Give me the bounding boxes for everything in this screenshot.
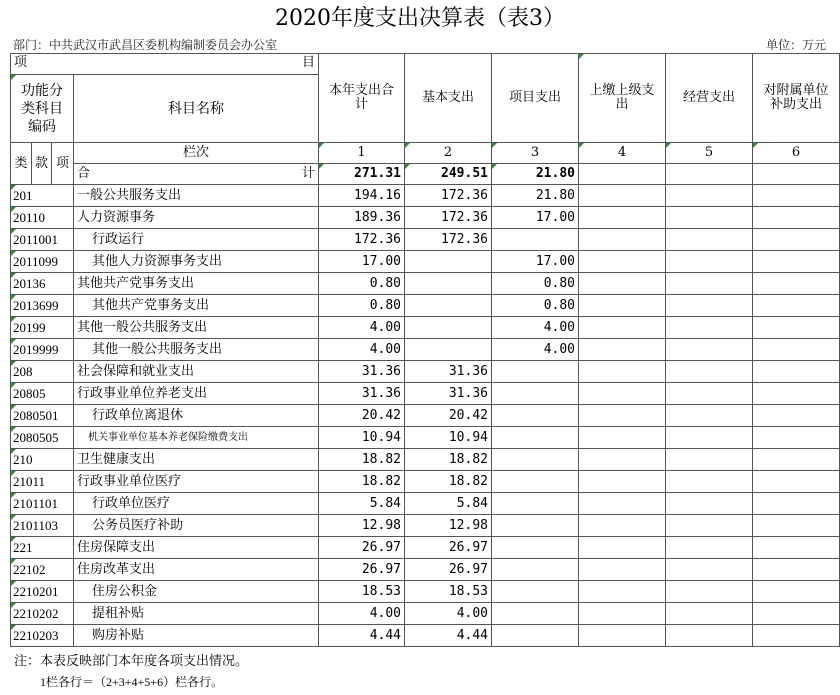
row-value-col-3 — [492, 361, 579, 383]
row-value-col-4 — [579, 625, 666, 647]
row-value-col-3 — [492, 383, 579, 405]
row-value-col-1: 4.00 — [319, 603, 405, 625]
row-value-col-4 — [579, 339, 666, 361]
total-label-left: 合 — [77, 166, 91, 181]
total-value-1: 271.31 — [319, 164, 405, 185]
row-value-col-6 — [753, 449, 840, 471]
row-value-col-4 — [579, 405, 666, 427]
row-value-col-6 — [753, 361, 840, 383]
row-value-col-5 — [666, 229, 753, 251]
row-subject-name: 住房改革支出 — [74, 559, 319, 581]
total-label-cell — [74, 164, 319, 185]
row-value-col-6 — [753, 471, 840, 493]
row-value-col-5 — [666, 581, 753, 603]
table-row — [11, 185, 840, 207]
note-line-2: 1栏各行＝（2+3+4+5+6）栏各行。 — [40, 675, 224, 689]
row-code: 20136 — [11, 273, 74, 295]
row-subject-name: 其他一般公共服务支出 — [74, 317, 319, 339]
col-number-5: 5 — [666, 143, 753, 164]
row-subject-name: 人力资源事务 — [74, 207, 319, 229]
row-value-col-3: 21.80 — [492, 185, 579, 207]
row-value-col-1: 18.82 — [319, 449, 405, 471]
row-value-col-6 — [753, 537, 840, 559]
row-value-col-2: 18.82 — [405, 449, 492, 471]
total-value-2: 249.51 — [405, 164, 492, 185]
row-value-col-3 — [492, 229, 579, 251]
table-row — [11, 207, 840, 229]
row-value-col-4 — [579, 515, 666, 537]
row-code: 2011001 — [11, 229, 74, 251]
row-value-col-3 — [492, 427, 579, 449]
xiang-header: 项 — [52, 143, 74, 185]
row-value-col-1: 31.36 — [319, 361, 405, 383]
row-value-col-6 — [753, 207, 840, 229]
row-code: 2011099 — [11, 251, 74, 273]
row-value-col-4 — [579, 207, 666, 229]
table-row — [11, 603, 840, 625]
row-value-col-3 — [492, 603, 579, 625]
row-value-col-6 — [753, 251, 840, 273]
row-value-col-3: 0.80 — [492, 295, 579, 317]
row-subject-name: 住房保障支出 — [74, 537, 319, 559]
row-value-col-1: 18.82 — [319, 471, 405, 493]
table-row — [11, 449, 840, 471]
row-value-col-4 — [579, 603, 666, 625]
row-subject-name: 提租补贴 — [74, 603, 319, 625]
row-value-col-5 — [666, 515, 753, 537]
unit-label: 单位：万元 — [765, 38, 826, 52]
row-value-col-2: 31.36 — [405, 361, 492, 383]
row-value-col-3 — [492, 405, 579, 427]
col-header-6: 对附属单位补助支出 — [753, 54, 840, 143]
row-value-col-5 — [666, 207, 753, 229]
func-class-header: 功能分类科目编码 — [11, 75, 74, 143]
row-value-col-6 — [753, 515, 840, 537]
row-value-col-2: 172.36 — [405, 229, 492, 251]
row-value-col-6 — [753, 581, 840, 603]
row-value-col-5 — [666, 471, 753, 493]
table-row — [11, 361, 840, 383]
row-code: 20110 — [11, 207, 74, 229]
row-subject-name: 一般公共服务支出 — [74, 185, 319, 207]
row-value-col-5 — [666, 273, 753, 295]
row-value-col-5 — [666, 295, 753, 317]
row-value-col-2: 4.00 — [405, 603, 492, 625]
row-value-col-6 — [753, 383, 840, 405]
total-value-5 — [666, 164, 753, 185]
row-subject-name: 行政事业单位医疗 — [74, 471, 319, 493]
table-row — [11, 339, 840, 361]
row-value-col-2 — [405, 295, 492, 317]
row-value-col-3 — [492, 493, 579, 515]
row-value-col-1: 4.44 — [319, 625, 405, 647]
row-code: 221 — [11, 537, 74, 559]
row-value-col-1: 5.84 — [319, 493, 405, 515]
row-value-col-3: 17.00 — [492, 251, 579, 273]
xiang-mu-header — [11, 54, 319, 75]
col-header-3: 项目支出 — [492, 54, 579, 143]
row-value-col-3: 17.00 — [492, 207, 579, 229]
table-row — [11, 295, 840, 317]
row-subject-name: 其他人力资源事务支出 — [74, 251, 319, 273]
row-value-col-1: 18.53 — [319, 581, 405, 603]
row-code: 2210202 — [11, 603, 74, 625]
row-value-col-1: 17.00 — [319, 251, 405, 273]
department-label: 部门：中共武汉市武昌区委机构编制委员会办公室 — [13, 38, 278, 52]
row-value-col-2 — [405, 251, 492, 273]
row-value-col-2 — [405, 339, 492, 361]
total-value-3: 21.80 — [492, 164, 579, 185]
row-subject-name: 其他共产党事务支出 — [74, 295, 319, 317]
row-value-col-3 — [492, 515, 579, 537]
row-code: 2013699 — [11, 295, 74, 317]
row-value-col-1: 31.36 — [319, 383, 405, 405]
row-value-col-3: 0.80 — [492, 273, 579, 295]
row-value-col-4 — [579, 559, 666, 581]
row-subject-name: 行政单位离退休 — [74, 405, 319, 427]
row-value-col-6 — [753, 493, 840, 515]
total-value-4 — [579, 164, 666, 185]
row-value-col-1: 0.80 — [319, 273, 405, 295]
row-value-col-5 — [666, 559, 753, 581]
row-value-col-5 — [666, 361, 753, 383]
row-value-col-6 — [753, 317, 840, 339]
row-value-col-1: 10.94 — [319, 427, 405, 449]
row-value-col-4 — [579, 449, 666, 471]
row-value-col-4 — [579, 537, 666, 559]
row-value-col-4 — [579, 581, 666, 603]
row-value-col-2: 5.84 — [405, 493, 492, 515]
row-value-col-5 — [666, 625, 753, 647]
total-value-6 — [753, 164, 840, 185]
row-value-col-3 — [492, 537, 579, 559]
table-row — [11, 625, 840, 647]
row-value-col-5 — [666, 537, 753, 559]
row-value-col-2 — [405, 317, 492, 339]
row-value-col-2: 18.53 — [405, 581, 492, 603]
row-code: 201 — [11, 185, 74, 207]
col-number-6: 6 — [753, 143, 840, 164]
table-row — [11, 471, 840, 493]
table-row — [11, 383, 840, 405]
row-value-col-3: 4.00 — [492, 317, 579, 339]
row-value-col-4 — [579, 295, 666, 317]
col-header-2: 基本支出 — [405, 54, 492, 143]
row-code: 2080505 — [11, 427, 74, 449]
row-value-col-4 — [579, 427, 666, 449]
col-number-2: 2 — [405, 143, 492, 164]
row-value-col-3: 4.00 — [492, 339, 579, 361]
row-value-col-6 — [753, 339, 840, 361]
row-subject-name: 公务员医疗补助 — [74, 515, 319, 537]
report-meta — [0, 37, 840, 53]
row-value-col-6 — [753, 603, 840, 625]
row-value-col-1: 12.98 — [319, 515, 405, 537]
row-value-col-2: 31.36 — [405, 383, 492, 405]
row-value-col-2: 20.42 — [405, 405, 492, 427]
row-subject-name: 行政单位医疗 — [74, 493, 319, 515]
table-row — [11, 427, 840, 449]
row-value-col-2: 172.36 — [405, 207, 492, 229]
row-value-col-4 — [579, 471, 666, 493]
row-code: 20805 — [11, 383, 74, 405]
row-value-col-3 — [492, 559, 579, 581]
row-subject-name: 行政事业单位养老支出 — [74, 383, 319, 405]
row-value-col-5 — [666, 405, 753, 427]
row-value-col-4 — [579, 251, 666, 273]
row-value-col-4 — [579, 229, 666, 251]
lanci-label: 栏次 — [74, 143, 319, 164]
row-value-col-3 — [492, 449, 579, 471]
kuan-header: 款 — [32, 143, 52, 185]
lei-header: 类 — [11, 143, 32, 185]
expenditure-table — [10, 53, 840, 647]
col-header-1: 本年支出合计 — [319, 54, 405, 143]
row-value-col-1: 26.97 — [319, 537, 405, 559]
row-subject-name: 住房公积金 — [74, 581, 319, 603]
row-value-col-6 — [753, 625, 840, 647]
row-value-col-5 — [666, 317, 753, 339]
row-value-col-2: 18.82 — [405, 471, 492, 493]
row-value-col-4 — [579, 383, 666, 405]
row-subject-name: 机关事业单位基本养老保险缴费支出 — [74, 427, 319, 449]
row-value-col-1: 0.80 — [319, 295, 405, 317]
row-value-col-3 — [492, 625, 579, 647]
row-value-col-4 — [579, 317, 666, 339]
row-value-col-6 — [753, 273, 840, 295]
row-subject-name: 其他共产党事务支出 — [74, 273, 319, 295]
row-subject-name: 社会保障和就业支出 — [74, 361, 319, 383]
row-value-col-2: 26.97 — [405, 537, 492, 559]
row-value-col-3 — [492, 581, 579, 603]
col-header-5: 经营支出 — [666, 54, 753, 143]
row-code: 208 — [11, 361, 74, 383]
row-value-col-5 — [666, 449, 753, 471]
xiang-label: 项 — [14, 55, 28, 70]
total-row — [11, 164, 840, 185]
row-value-col-2: 172.36 — [405, 185, 492, 207]
row-code: 2210203 — [11, 625, 74, 647]
report-title: 2020年度支出决算表（表3） — [275, 6, 565, 31]
row-value-col-5 — [666, 251, 753, 273]
row-value-col-1: 26.97 — [319, 559, 405, 581]
table-row — [11, 493, 840, 515]
table-row — [11, 581, 840, 603]
table-row — [11, 405, 840, 427]
note-line-1: 注：本表反映部门本年度各项支出情况。 — [14, 653, 249, 668]
row-value-col-5 — [666, 427, 753, 449]
row-subject-name: 购房补贴 — [74, 625, 319, 647]
row-subject-name: 其他一般公共服务支出 — [74, 339, 319, 361]
col-number-1: 1 — [319, 143, 405, 164]
table-row — [11, 537, 840, 559]
row-code: 2101103 — [11, 515, 74, 537]
table-row — [11, 317, 840, 339]
row-code: 21011 — [11, 471, 74, 493]
row-value-col-3 — [492, 471, 579, 493]
table-row — [11, 515, 840, 537]
row-value-col-6 — [753, 559, 840, 581]
col-number-3: 3 — [492, 143, 579, 164]
row-code: 2101101 — [11, 493, 74, 515]
col-header-4: 上缴上级支出 — [579, 54, 666, 143]
table-row — [11, 251, 840, 273]
table-row — [11, 273, 840, 295]
row-value-col-2: 26.97 — [405, 559, 492, 581]
row-subject-name: 行政运行 — [74, 229, 319, 251]
row-value-col-2 — [405, 273, 492, 295]
row-code: 2210201 — [11, 581, 74, 603]
row-value-col-1: 194.16 — [319, 185, 405, 207]
col-number-4: 4 — [579, 143, 666, 164]
row-value-col-5 — [666, 493, 753, 515]
mu-label: 目 — [301, 55, 315, 70]
row-value-col-6 — [753, 229, 840, 251]
row-value-col-1: 189.36 — [319, 207, 405, 229]
row-value-col-5 — [666, 383, 753, 405]
row-code: 20199 — [11, 317, 74, 339]
row-value-col-5 — [666, 339, 753, 361]
row-value-col-5 — [666, 603, 753, 625]
row-value-col-1: 4.00 — [319, 317, 405, 339]
row-value-col-6 — [753, 185, 840, 207]
table-row — [11, 229, 840, 251]
row-value-col-1: 20.42 — [319, 405, 405, 427]
row-value-col-1: 4.00 — [319, 339, 405, 361]
row-value-col-2: 4.44 — [405, 625, 492, 647]
row-code: 22102 — [11, 559, 74, 581]
row-value-col-6 — [753, 427, 840, 449]
row-value-col-5 — [666, 185, 753, 207]
table-row — [11, 559, 840, 581]
row-code: 210 — [11, 449, 74, 471]
row-value-col-6 — [753, 295, 840, 317]
row-subject-name: 卫生健康支出 — [74, 449, 319, 471]
subject-name-header: 科目名称 — [74, 75, 319, 143]
row-value-col-2: 12.98 — [405, 515, 492, 537]
row-code: 2080501 — [11, 405, 74, 427]
row-value-col-4 — [579, 273, 666, 295]
row-value-col-4 — [579, 493, 666, 515]
row-value-col-4 — [579, 361, 666, 383]
total-label-right: 计 — [301, 166, 315, 181]
row-value-col-1: 172.36 — [319, 229, 405, 251]
row-value-col-6 — [753, 405, 840, 427]
row-value-col-4 — [579, 185, 666, 207]
row-code: 2019999 — [11, 339, 74, 361]
row-value-col-2: 10.94 — [405, 427, 492, 449]
